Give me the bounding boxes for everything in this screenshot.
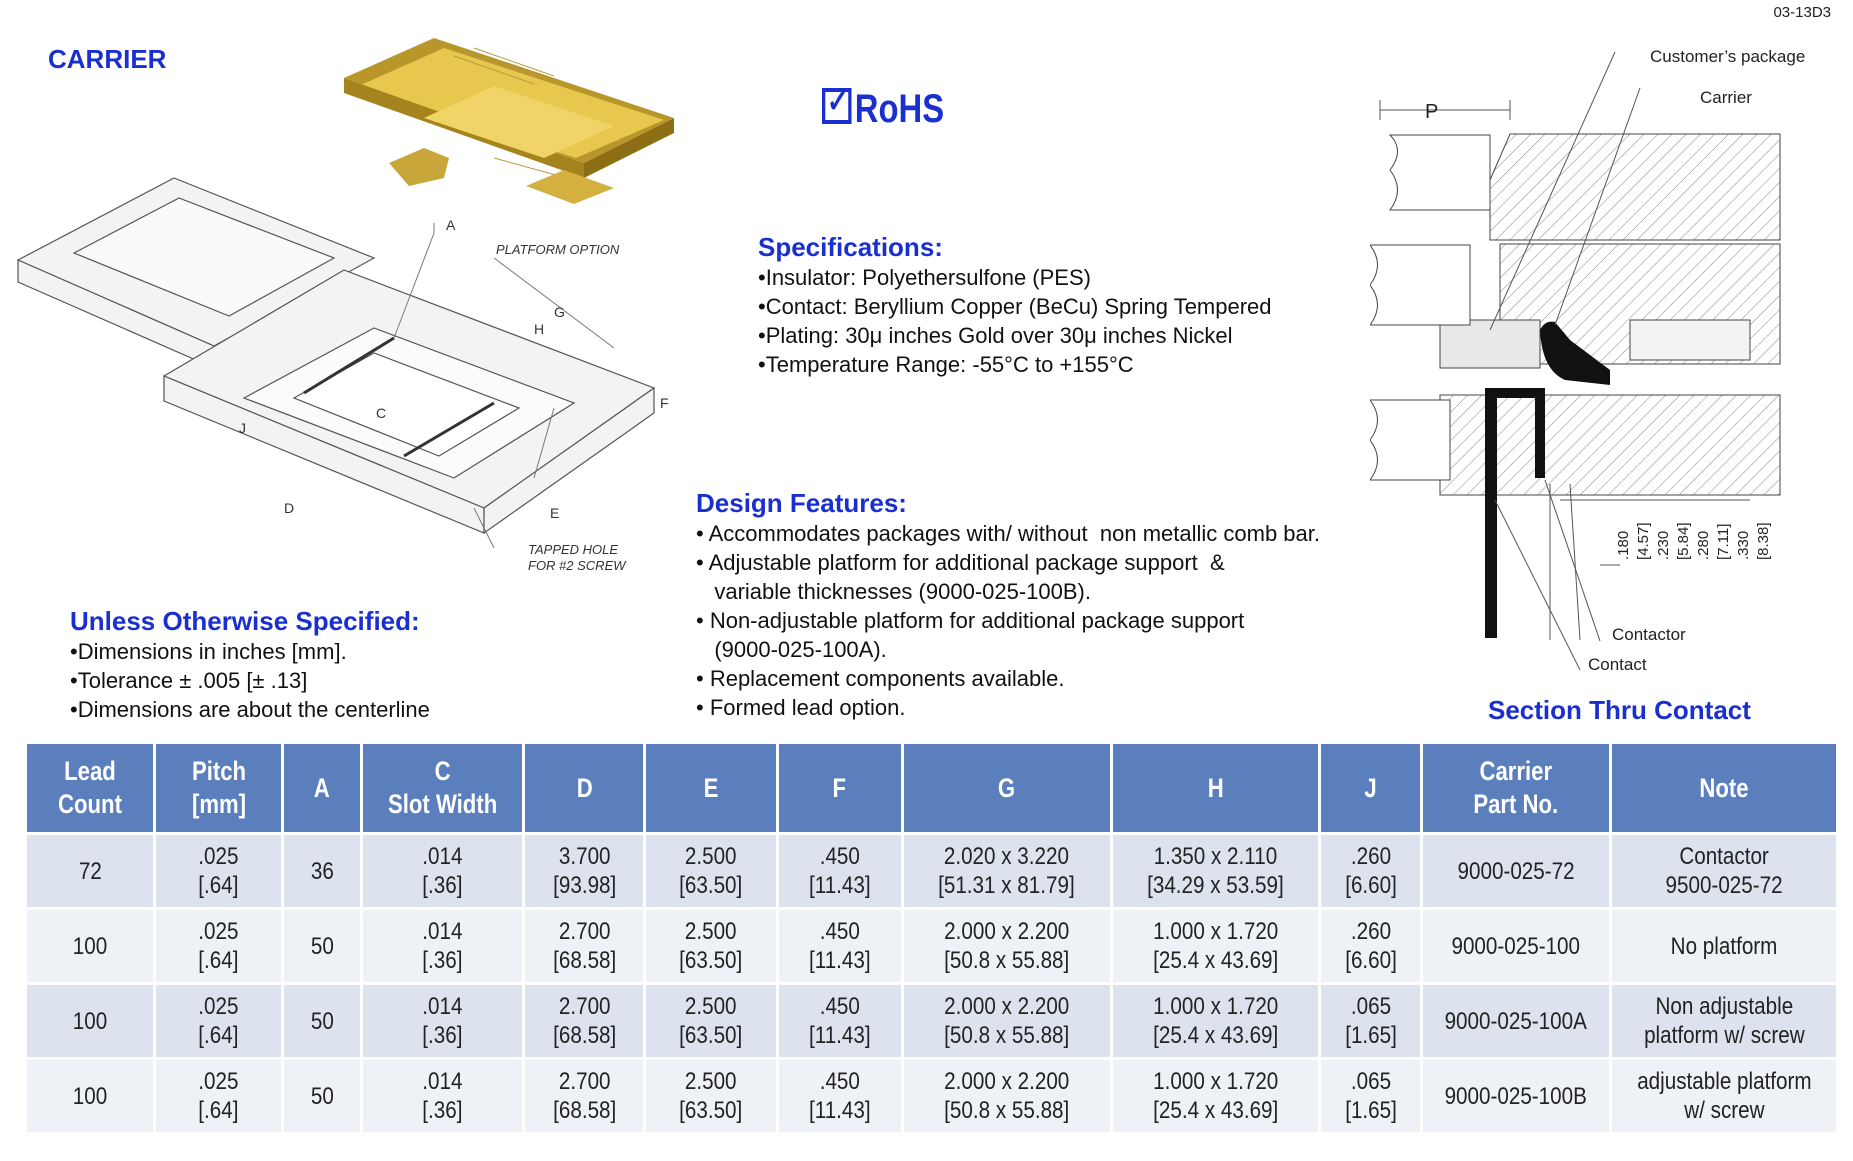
cell-a: 36 [284,835,360,907]
cell-lead-count: 100 [27,985,153,1057]
label-d: D [284,500,295,516]
cell-f: .450 [11.43] [779,1060,901,1132]
cell-f: .450 [11.43] [779,910,901,982]
spec-item: •Insulator: Polyethersulfone (PES) [758,265,1091,290]
section-thru-contact-drawing [1370,40,1850,680]
label-tapped-hole: TAPPED HOLE [528,542,619,557]
label-j: J [239,420,246,436]
cell-slot-width: .014 [.36] [363,910,522,982]
design-features-block [696,488,1320,722]
cell-slot-width: .014 [.36] [363,1060,522,1132]
cell-j: .065 [1.65] [1321,985,1420,1057]
cell-h: 1.000 x 1.720 [25.4 x 43.69] [1113,910,1319,982]
cell-note: No platform [1612,910,1836,982]
rohs-label: RoHS [854,87,945,131]
column-header: Lead Count [27,744,153,832]
label-e: E [550,505,560,521]
label-f: F [660,395,669,411]
column-header: J [1321,744,1420,832]
dim-label: .280 [1695,530,1712,560]
cell-lead-count: 72 [27,835,153,907]
rohs-badge [822,86,944,132]
cell-pitch: .025 [.64] [156,910,281,982]
label-h: H [534,321,545,337]
table-row [27,985,1836,1057]
column-header: C Slot Width [363,744,522,832]
section-body [1370,134,1780,495]
dim-label: .230 [1655,530,1672,560]
section-thru-contact-title: Section Thru Contact [1488,695,1751,725]
dim-label: [7.11] [1715,523,1732,560]
cell-g: 2.000 x 2.200 [50.8 x 55.88] [904,910,1110,982]
table-row [27,1060,1836,1132]
dim-label: .330 [1735,530,1752,560]
column-header: F [779,744,901,832]
cell-g: 2.000 x 2.200 [50.8 x 55.88] [904,1060,1110,1132]
feature-item: • Accommodates packages with/ without non metallic comb bar. [696,521,1321,546]
specifications-title: Specifications: [758,232,943,262]
cell-pitch: .025 [.64] [156,985,281,1057]
table-row [27,835,1836,907]
column-header: Note [1612,744,1836,832]
dim-label: [4.57] [1635,522,1652,560]
feature-item: • Adjustable platform for additional package support & [696,550,1225,575]
carrier-title: CARRIER [48,44,167,74]
column-header: G [904,744,1110,832]
label-carrier: Carrier [1700,88,1752,107]
feature-item: • Non-adjustable platform for additional package support [696,608,1245,633]
cell-f: .450 [11.43] [779,985,901,1057]
unless-specified-title: Unless Otherwise Specified: [70,606,420,636]
design-features-title: Design Features: [696,488,907,518]
feature-item: (9000-025-100A). [696,637,887,662]
cell-a: 50 [284,985,360,1057]
label-c: C [376,405,387,421]
cell-d: 3.700 [93.98] [525,835,643,907]
column-header: E [646,744,775,832]
cell-slot-width: .014 [.36] [363,835,522,907]
cell-e: 2.500 [63.50] [646,910,775,982]
feature-item: • Replacement components available. [696,666,1065,691]
cell-e: 2.500 [63.50] [646,1060,775,1132]
cell-a: 50 [284,1060,360,1132]
cell-lead-count: 100 [27,1060,153,1132]
unless-item: •Dimensions in inches [mm]. [70,639,347,664]
cell-note: adjustable platform w/ screw [1612,1060,1836,1132]
cell-d: 2.700 [68.58] [525,985,643,1057]
cell-j: .260 [6.60] [1321,835,1420,907]
cell-d: 2.700 [68.58] [525,1060,643,1132]
specifications-block [758,232,1272,379]
cell-d: 2.700 [68.58] [525,910,643,982]
column-header: Carrier Part No. [1423,744,1609,832]
cell-h: 1.000 x 1.720 [25.4 x 43.69] [1113,1060,1319,1132]
dim-label: [8.38] [1755,522,1772,560]
label-customers-package: Customer’s package [1650,47,1806,66]
unless-item: •Tolerance ± .005 [± .13] [70,668,308,693]
spec-item: •Contact: Beryllium Copper (BeCu) Spring Tempered [758,294,1272,319]
document-code: 03-13D3 [1773,4,1831,21]
checkbox-icon [822,88,852,124]
label-contact: Contact [1588,655,1647,674]
label-contactor: Contactor [1612,625,1686,644]
table-row [27,910,1836,982]
cell-pitch: .025 [.64] [156,1060,281,1132]
column-header: Pitch [mm] [156,744,281,832]
cell-f: .450 [11.43] [779,835,901,907]
unless-item: •Dimensions are about the centerline [70,697,430,722]
cell-note: Contactor 9500-025-72 [1612,835,1836,907]
cell-h: 1.000 x 1.720 [25.4 x 43.69] [1113,985,1319,1057]
socket-isometric-drawing [14,8,674,583]
cell-j: .260 [6.60] [1321,910,1420,982]
cell-h: 1.350 x 2.110 [34.29 x 53.59] [1113,835,1319,907]
cell-note: Non adjustable platform w/ screw [1612,985,1836,1057]
part-spec-table [24,741,1839,1135]
cell-carrier-part: 9000-025-100 [1423,910,1609,982]
column-header: D [525,744,643,832]
cell-carrier-part: 9000-025-100A [1423,985,1609,1057]
cell-e: 2.500 [63.50] [646,835,775,907]
spec-item: •Temperature Range: -55°C to +155°C [758,352,1134,377]
dim-label: [5.84] [1675,522,1692,560]
cell-carrier-part: 9000-025-72 [1423,835,1609,907]
label-a: A [446,217,456,233]
cell-slot-width: .014 [.36] [363,985,522,1057]
feature-item: variable thicknesses (9000-025-100B). [696,579,1091,604]
cell-e: 2.500 [63.50] [646,985,775,1057]
cell-g: 2.000 x 2.200 [50.8 x 55.88] [904,985,1110,1057]
dim-label: .180 [1615,530,1632,560]
label-platform-option: PLATFORM OPTION [496,242,620,257]
cell-lead-count: 100 [27,910,153,982]
socket-illustration [18,178,654,533]
column-header: H [1113,744,1319,832]
column-header: A [284,744,360,832]
label-p: P [1425,101,1439,123]
unless-specified-block [70,606,430,724]
cell-carrier-part: 9000-025-100B [1423,1060,1609,1132]
label-tapped-hole-2: FOR #2 SCREW [528,558,626,573]
cell-g: 2.020 x 3.220 [51.31 x 81.79] [904,835,1110,907]
table-header-row [27,744,1836,832]
carrier-illustration [344,38,674,204]
cell-j: .065 [1.65] [1321,1060,1420,1132]
cell-a: 50 [284,910,360,982]
feature-item: • Formed lead option. [696,695,906,720]
cell-pitch: .025 [.64] [156,835,281,907]
spec-item: •Plating: 30μ inches Gold over 30μ inches Nickel [758,323,1233,348]
label-g: G [554,304,565,320]
